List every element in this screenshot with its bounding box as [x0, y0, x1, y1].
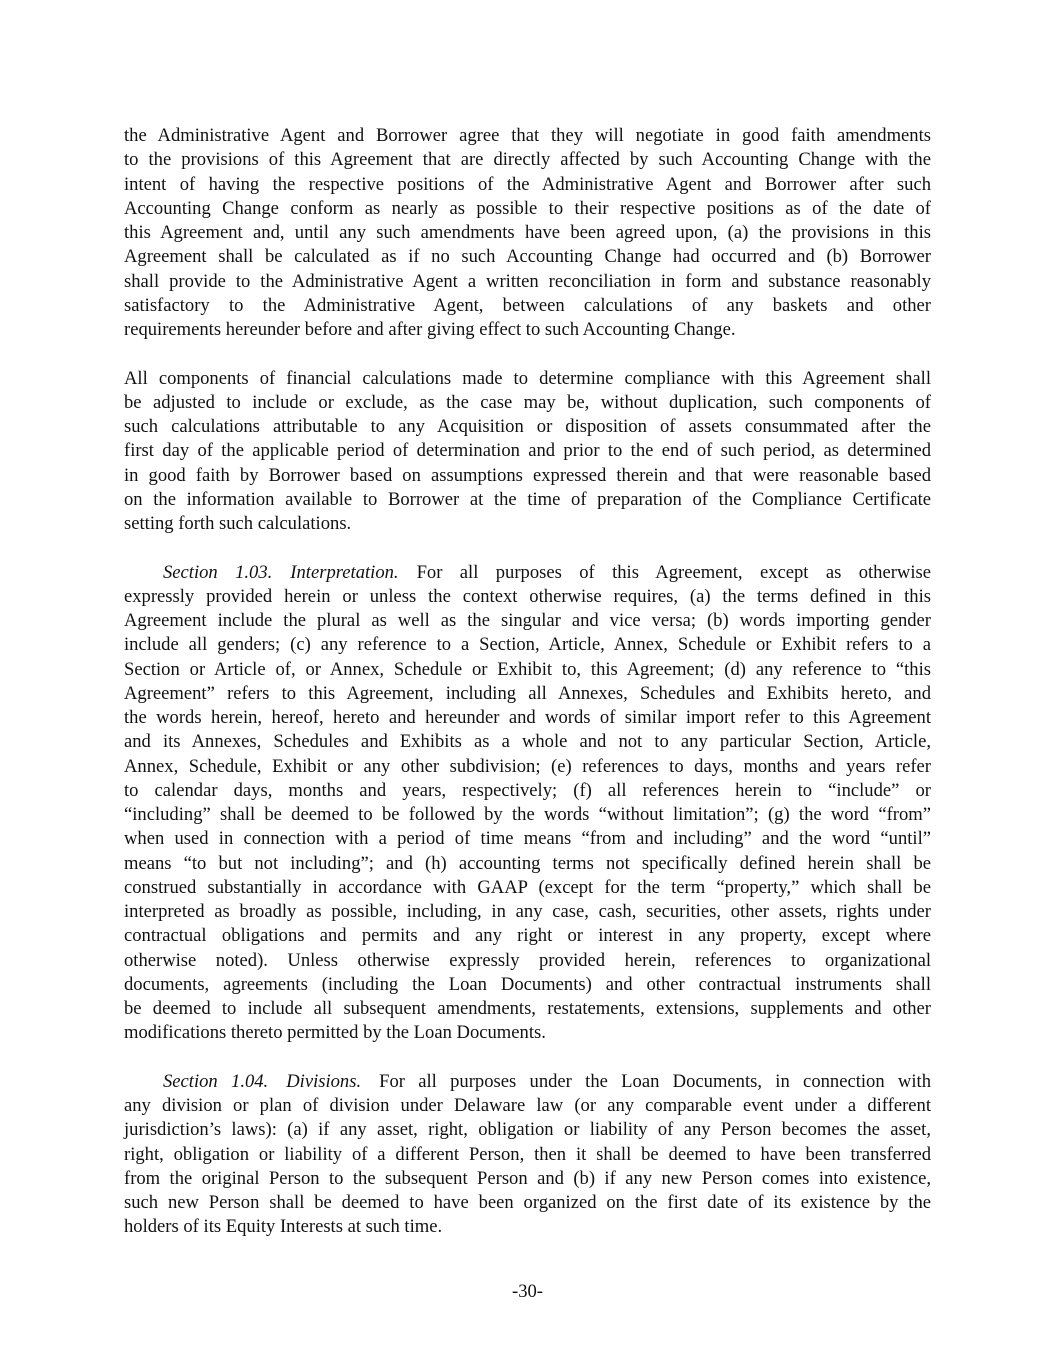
- text-line: jurisdiction’s laws): (a) if any asset, right, obligation or liability of any Person becomes the asset,: [124, 1119, 931, 1141]
- paragraph-financial-calculations: [124, 367, 931, 537]
- document-body: [124, 124, 931, 1264]
- section-number: Section 1.04.: [163, 1070, 269, 1092]
- text-line: expressly provided herein or unless the context otherwise requires, (a) the terms defined in this: [124, 585, 931, 607]
- text-line: All components of financial calculations made to determine compliance with this Agreement shall: [124, 367, 931, 389]
- text-line: from the original Person to the subsequent Person and (b) if any new Person comes into existence,: [124, 1167, 931, 1189]
- text-line: to calendar days, months and years, respectively; (f) all references herein to “include” or: [124, 779, 931, 801]
- text-line: contractual obligations and permits and any right or interest in any property, except where: [124, 925, 931, 947]
- text-line: setting forth such calculations.: [124, 513, 352, 534]
- section-first-line: [124, 561, 931, 585]
- text-line: Agreement include the plural as well as the singular and vice versa; (b) words importing gender: [124, 610, 931, 631]
- section-1-03: [124, 561, 931, 1046]
- text-line: modifications thereto permitted by the Loan Documents.: [124, 1022, 546, 1044]
- section-number: Section 1.03.: [163, 561, 273, 583]
- section-first-line-text: For all purposes of this Agreement, except as otherwise: [416, 561, 931, 583]
- paragraph-accounting-change: [124, 124, 931, 342]
- text-line: the words herein, hereof, hereto and hereunder and words of similar import refer to this Agreement: [124, 707, 931, 728]
- text-line: Agreement shall be calculated as if no such Accounting Change had occurred and (b) Borrower: [124, 246, 931, 268]
- text-line: to the provisions of this Agreement that are directly affected by such Accounting Change with the: [124, 149, 931, 171]
- text-line: shall provide to the Administrative Agent a written reconciliation in form and substance reasonably: [124, 270, 931, 292]
- page-number: -30-: [512, 1281, 543, 1302]
- text-line: Accounting Change conform as nearly as possible to their respective positions as of the date of: [124, 197, 931, 219]
- text-line: include all genders; (c) any reference to a Section, Article, Annex, Schedule or Exhibit refers to a: [124, 634, 931, 656]
- text-line: Agreement” refers to this Agreement, including all Annexes, Schedules and Exhibits hereto, and: [124, 682, 931, 704]
- text-line: in good faith by Borrower based on assumptions expressed therein and that were reasonable based: [124, 464, 931, 486]
- section-first-line-text: For all purposes under the Loan Documents, in connection with: [379, 1070, 931, 1092]
- text-line: this Agreement and, until any such amendments have been agreed upon, (a) the provisions in this: [124, 222, 931, 243]
- text-line: be deemed to include all subsequent amendments, restatements, extensions, supplements and other: [124, 998, 931, 1019]
- text-line: holders of its Equity Interests at such time.: [124, 1216, 443, 1238]
- text-line: “including” shall be deemed to be followed by the words “without limitation”; (g) the word “from”: [124, 804, 931, 825]
- section-title: Interpretation.: [290, 561, 399, 583]
- text-line: such new Person shall be deemed to have been organized on the first date of its existence by the: [124, 1192, 931, 1213]
- text-line: on the information available to Borrower at the time of preparation of the Compliance Certificate: [124, 488, 931, 510]
- text-line: means “to but not including”; and (h) accounting terms not specifically defined herein shall be: [124, 852, 931, 874]
- text-line: and its Annexes, Schedules and Exhibits as a whole and not to any particular Section, Article,: [124, 731, 931, 753]
- text-line: be adjusted to include or exclude, as the case may be, without duplication, such components of: [124, 391, 931, 413]
- section-title: Divisions.: [286, 1070, 362, 1092]
- text-line: any division or plan of division under Delaware law (or any comparable event under a different: [124, 1095, 931, 1116]
- text-line: Section or Article of, or Annex, Schedule or Exhibit to, this Agreement; (d) any reference to “this: [124, 658, 931, 680]
- text-line: intent of having the respective positions of the Administrative Agent and Borrower after such: [124, 173, 931, 195]
- text-line: interpreted as broadly as possible, including, in any case, cash, securities, other assets, rights under: [124, 901, 931, 922]
- text-line: satisfactory to the Administrative Agent, between calculations of any baskets and other: [124, 294, 931, 316]
- text-line: otherwise noted). Unless otherwise expressly provided herein, references to organizational: [124, 949, 931, 971]
- text-line: documents, agreements (including the Loan Documents) and other contractual instruments shall: [124, 973, 931, 995]
- text-line: right, obligation or liability of a different Person, then it shall be deemed to have been transferred: [124, 1143, 931, 1165]
- text-line: construed substantially in accordance with GAAP (except for the term “property,” which shall be: [124, 876, 931, 898]
- text-line: such calculations attributable to any Acquisition or disposition of assets consummated after the: [124, 416, 931, 437]
- section-1-04: [124, 1070, 931, 1240]
- text-line: requirements hereunder before and after giving effect to such Accounting Change.: [124, 319, 736, 340]
- text-line: the Administrative Agent and Borrower agree that they will negotiate in good faith amendments: [124, 125, 931, 146]
- text-line: first day of the applicable period of determination and prior to the end of such period, as determined: [124, 440, 931, 462]
- text-line: when used in connection with a period of time means “from and including” and the word “until”: [124, 828, 931, 850]
- text-line: Annex, Schedule, Exhibit or any other subdivision; (e) references to days, months and years refer: [124, 755, 931, 777]
- section-first-line: [124, 1070, 931, 1094]
